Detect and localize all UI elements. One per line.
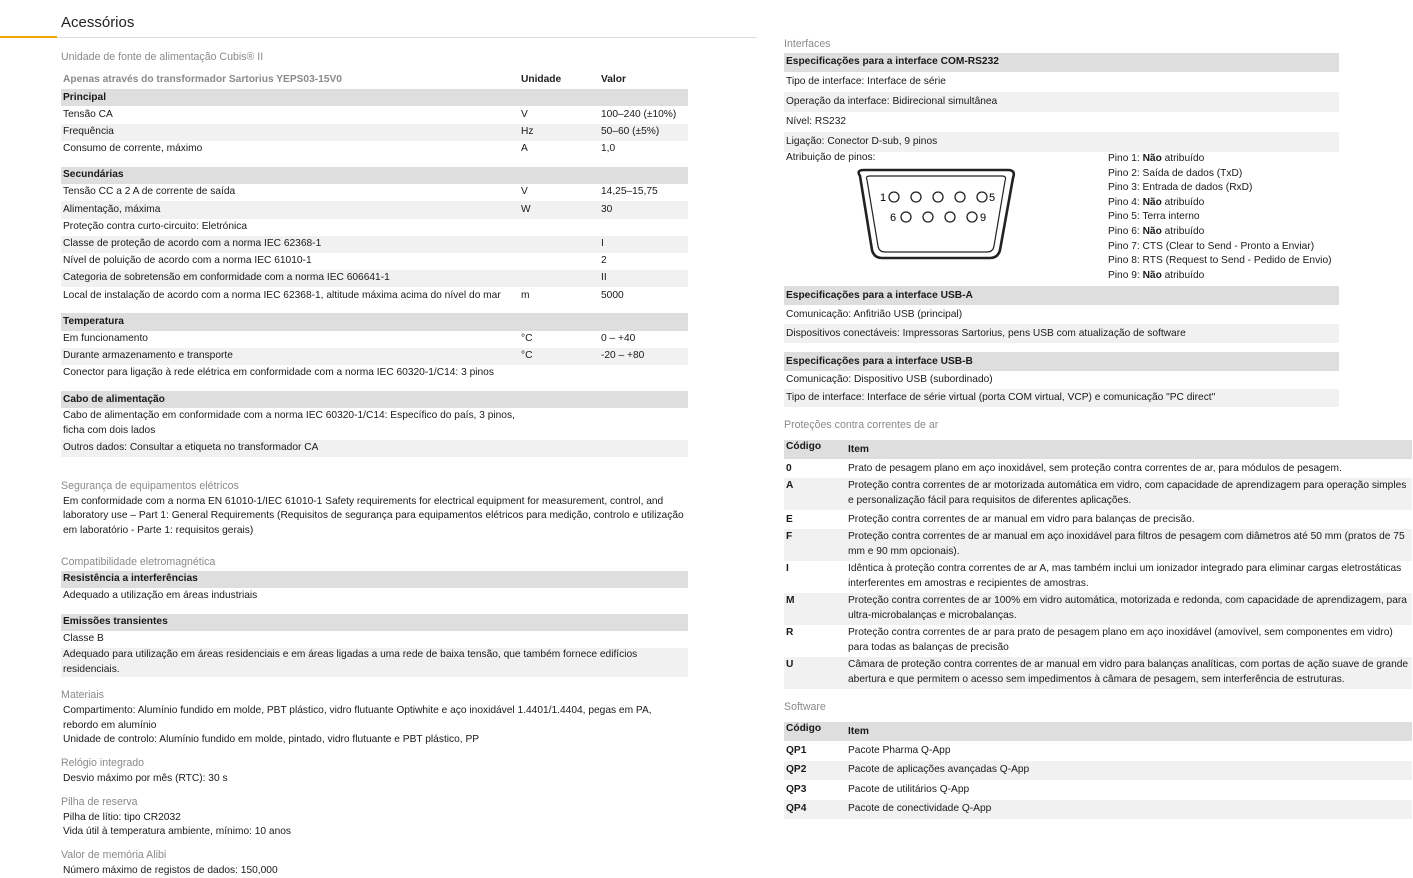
table-row: Proteção contra curto-circuito: Eletrónica (63, 220, 248, 232)
dsub-connector-icon (850, 168, 1022, 260)
table-row: Tipo de interface: Interface de série (786, 75, 946, 87)
pin-5-label: 5 (989, 192, 996, 204)
emissions-title: Emissões transientes (61, 614, 688, 631)
table-row: Categoria de sobretensão em conformidade com a norma IEC 606641-1 II (61, 270, 688, 287)
right-column (784, 35, 1412, 819)
usbb-title: Especificações para a interface USB-B (784, 352, 1339, 371)
pin-1-label: 1 (880, 192, 887, 204)
emissions-text: Adequado para utilização em áreas residenciais e em áreas ligadas a uma rede de baixa tensão, que também fornece edifícios residenciais. (61, 648, 688, 677)
col-label: Apenas através do transformador Sartorius YEPS03-15V0 (63, 74, 342, 86)
pin-label: Atribuição de pinos: (786, 152, 876, 163)
table-row: E Proteção contra correntes de ar manual em vidro para balanças de precisão. (786, 513, 1195, 525)
table-row: QP3 Pacote de utilitários Q-App (786, 783, 970, 795)
pin-item: Pino 8: RTS (Request to Send - Pedido de Envio) (1108, 255, 1332, 267)
table-row: Em funcionamento °C 0 – +40 (63, 332, 636, 344)
clock-heading: Relógio integrado (61, 757, 145, 770)
col-value: Valor (601, 74, 626, 86)
table-row: Nível: RS232 (786, 115, 847, 127)
left-column (61, 48, 688, 878)
table-row: Comunicação: Anfitrião USB (principal) (786, 308, 963, 320)
table-row: Local de instalação de acordo com a norma IEC 62368-1, altitude máxima acima do nível do mar m 5000 (63, 289, 624, 301)
emissions-class: Classe B (63, 633, 104, 645)
battery-line: Pilha de lítio: tipo CR2032 (63, 811, 181, 823)
table-row: Classe de proteção de acordo com a norma IEC 62368-1 I (61, 236, 688, 253)
materials-line: rebordo em alumínio (63, 719, 157, 731)
pin-item: Pino 5: Terra interno (1108, 211, 1200, 223)
table-row: QP1 Pacote Pharma Q-App (786, 744, 951, 756)
table-row: M Proteção contra correntes de ar 100% em vidro automática, motorizada e redonda, com capacidade de aprendizagem, para ultra-microbalanças e microbalanças. (784, 593, 1412, 625)
title-rule (57, 37, 757, 38)
battery-line: Vida útil à temperatura ambiente, mínimo: 10 anos (63, 826, 292, 838)
table-row: 0 Prato de pesagem plano em aço inoxidável, sem proteção contra correntes de ar, para módulos de pesagem. (786, 462, 1342, 474)
interfaces-heading: Interfaces (784, 38, 831, 50)
pin-item: Pino 4: Não atribuído (1108, 196, 1205, 208)
table-row: F Proteção contra correntes de ar manual em aço inoxidável para filtros de pesagem com diâmetros até 50 mm (pratos de 75 mm e 90 mm opcionais). (784, 529, 1412, 561)
table-row: I Idêntica à proteção contra correntes de ar A, mas também inclui um ionizador integrado para eliminar cargas eletrostáticas interferentes em amostras e recipientes de amostras. (786, 563, 1402, 589)
usba-title: Especificações para a interface USB-A (784, 286, 1339, 305)
battery-heading: Pilha de reserva (61, 795, 138, 808)
rs232-title: Especificações para a interface COM-RS232 (784, 53, 1339, 72)
materials-line: Compartimento: Alumínio fundido em molde, PBT plástico, vidro flutuante Optiwhite e aço inoxidável 1.4401/1.4404, pegas em PA, (63, 705, 652, 717)
table-row: QP4 Pacote de conectividade Q-App (784, 800, 1412, 820)
table-row: Tensão CA V 100–240 (±10%) (63, 108, 677, 120)
table-row: Comunicação: Dispositivo USB (subordinado) (786, 374, 993, 386)
table-row: Frequência Hz 50–60 (±5%) (61, 124, 688, 141)
cable-title: Cabo de alimentação (61, 391, 688, 408)
table-row: U Câmara de proteção contra correntes de ar manual em vidro para balanças analíticas, com portas de ação suave de grande abertura e que permitem o acesso sem impedimentos à câmara de pesagem, sem interferência de estruturas. (784, 657, 1412, 689)
pin-list (1108, 152, 1337, 283)
pin-9-label: 9 (980, 212, 987, 224)
table-row: Tipo de interface: Interface de série virtual (porta COM virtual, VCP) e comunicação "PC direct" (784, 389, 1339, 407)
title-accent-rule (0, 36, 57, 38)
pin-item: Pino 3: Entrada de dados (RxD) (1108, 182, 1253, 194)
group-title: Temperatura (61, 313, 688, 330)
table-row: Operação da interface: Bidirecional simultânea (784, 92, 1339, 112)
table-row: Conector para ligação à rede elétrica em conformidade com a norma IEC 60320-1/C14: 3 pinos (63, 367, 494, 379)
group-title: Principal (61, 89, 688, 106)
immunity-title: Resistência a interferências (61, 571, 688, 588)
psu-column-header (61, 72, 688, 89)
table-row: Dispositivos conectáveis: Impressoras Sartorius, pens USB com atualização de software (784, 324, 1339, 343)
table-row: Tensão CC a 2 A de corrente de saída V 14,25–15,75 (63, 186, 658, 198)
table-row: QP2 Pacote de aplicações avançadas Q-App (784, 761, 1412, 781)
software-column-header: Código Item (784, 722, 1412, 741)
alibi-line: Número máximo de registos de dados: 150,000 (63, 864, 278, 876)
pin-item: Pino 9: Não atribuído (1108, 269, 1205, 281)
cable-text: Cabo de alimentação em conformidade com a norma IEC 60320-1/C14: Específico do país, 3 pinos, ficha com dois lados (63, 410, 515, 436)
col-unit: Unidade (521, 74, 562, 86)
software-heading: Software (784, 701, 826, 714)
emc-heading: Compatibilidade eletromagnética (61, 555, 216, 568)
table-row: Nível de poluição de acordo com a norma IEC 61010-1 2 (63, 255, 607, 267)
materials-line: Unidade de controlo: Alumínio fundido em molde, pintado, vidro flutuante e PBT plástico, PP (63, 734, 480, 746)
alibi-heading: Valor de memória Alibi (61, 848, 167, 861)
draft-heading: Proteções contra correntes de ar (784, 419, 939, 432)
pin-item: Pino 1: Não atribuído (1108, 153, 1205, 164)
immunity-text: Adequado a utilização em áreas industriais (63, 590, 258, 602)
safety-text: Em conformidade com a norma EN 61010-1/IEC 61010-1 Safety requirements for electrical equipment for measurement, control, and laboratory use – Part 1: General Requirements (Requisitos de segurança para equipamentos elétricos para medição, controlo e utilização em laboratório - Parte 1: requisitos gerais) (63, 495, 684, 536)
table-row: Durante armazenamento e transporte °C -20 – +80 (61, 348, 688, 365)
pin-item: Pino 7: CTS (Clear to Send - Pronto a Enviar) (1108, 240, 1315, 252)
table-row: Alimentação, máxima W 30 (61, 201, 688, 218)
table-row: Ligação: Conector D-sub, 9 pinos (784, 132, 1339, 152)
materials-heading: Materiais (61, 689, 104, 702)
table-row: Consumo de corrente, máximo A 1,0 (63, 143, 616, 155)
pin-item: Pino 6: Não atribuído (1108, 225, 1205, 237)
safety-heading: Segurança de equipamentos elétricos (61, 479, 239, 492)
page-title: Acessórios (61, 14, 135, 31)
group-title: Secundárias (61, 167, 688, 184)
table-row: A Proteção contra correntes de ar motorizada automática em vidro, com capacidade de aprendizagem para operação simples e personalização fácil para requisitos de diferentes aplicações. (784, 478, 1412, 510)
pin-item: Pino 2: Saída de dados (TxD) (1108, 167, 1243, 179)
cable-other: Outros dados: Consultar a etiqueta no transformador CA (61, 440, 688, 457)
psu-heading: Unidade de fonte de alimentação Cubis® II (61, 51, 264, 63)
table-row: R Proteção contra correntes de ar para prato de pesagem plano em aço inoxidável (amovível, sem componentes em vidro) para todas as balanças de precisão (786, 627, 1393, 653)
draft-column-header: Código Item (784, 440, 1412, 459)
clock-line: Desvio máximo por mês (RTC): 30 s (63, 773, 228, 785)
pin-assignment (784, 152, 1339, 283)
pin-6-label: 6 (890, 212, 897, 224)
